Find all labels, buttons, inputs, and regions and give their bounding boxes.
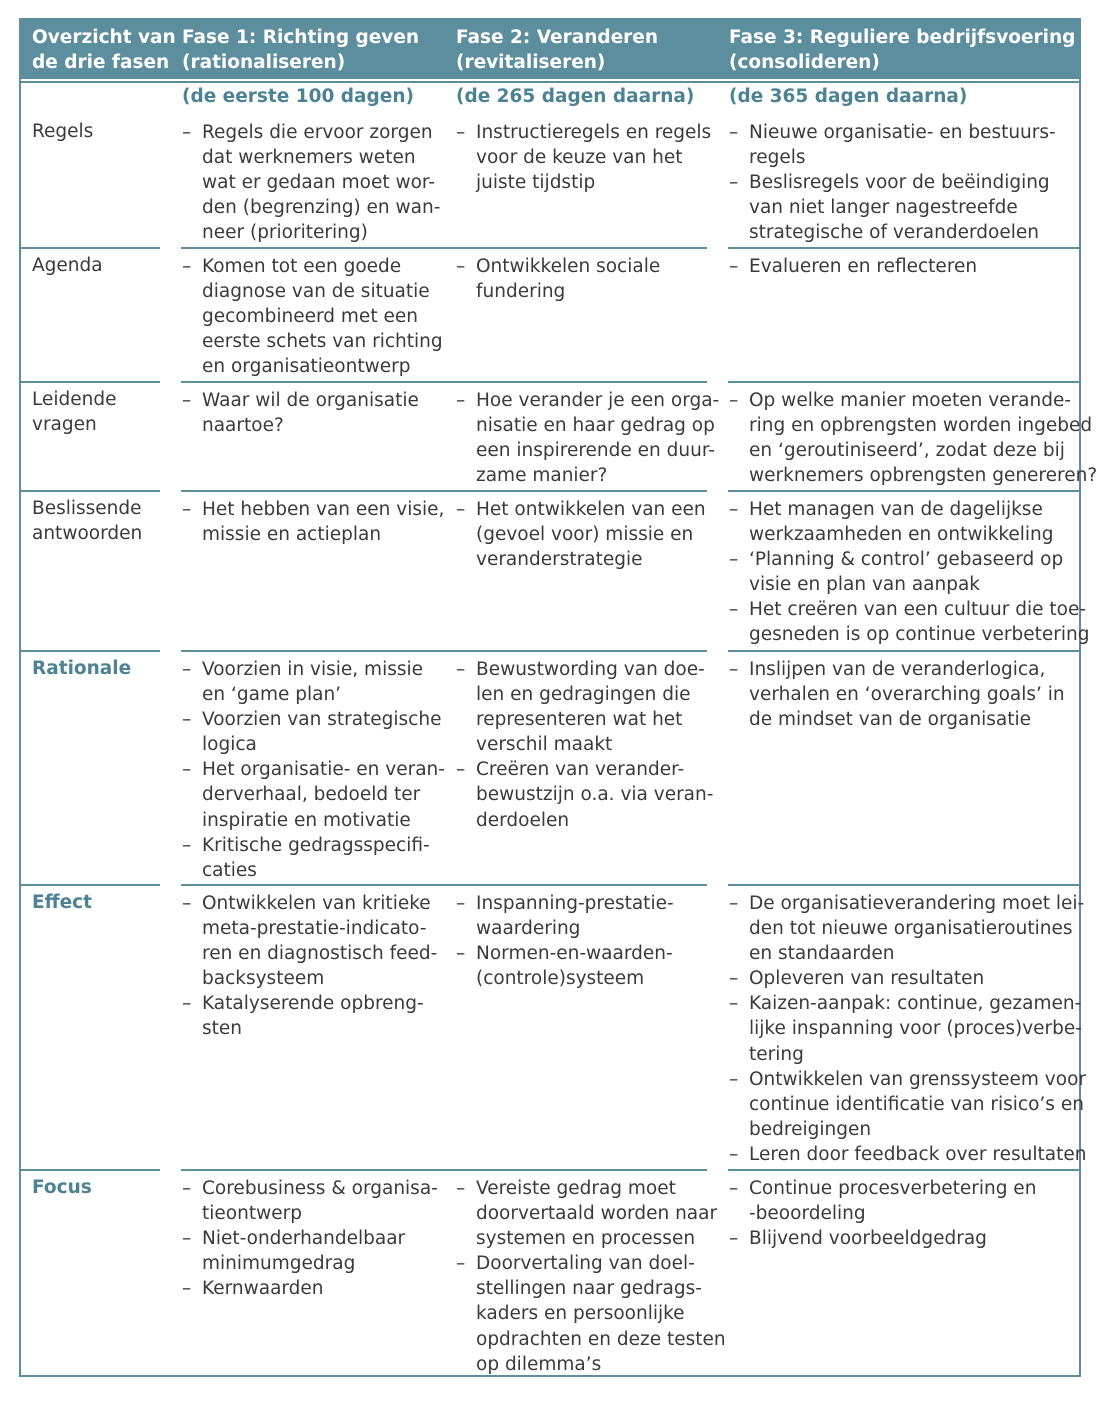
bullet-dash: – <box>456 893 466 914</box>
bullet-dash: – <box>456 499 466 520</box>
bullet-dash: – <box>182 1228 192 1250</box>
item-text: Corebusiness & organisa- tieontwerp <box>202 1178 438 1225</box>
bullet-dash: – <box>182 659 192 680</box>
bullet-dash: – <box>729 893 739 914</box>
table-cell <box>729 254 991 279</box>
bullet-dash: – <box>456 759 466 781</box>
item-text: Kaizen-aanpak: continue, gezamen- lijke inspanning voor (proces)verbe- tering <box>749 993 1082 1065</box>
bullet-dash: – <box>729 122 739 143</box>
header-phase-2: Fase 2: Veranderen (revitaliseren) <box>456 27 659 73</box>
bullet-dash: – <box>182 709 192 731</box>
table-cell <box>456 1176 726 1377</box>
table-cell <box>456 388 718 488</box>
list-item <box>182 891 444 991</box>
table-cell <box>729 497 1090 648</box>
bullet-dash: – <box>456 122 466 143</box>
row-divider <box>455 490 707 492</box>
list-item <box>729 170 1050 245</box>
table-cell <box>182 388 444 438</box>
table-cell <box>456 497 718 572</box>
item-text: Het organisatie- en veran- derverhaal, bedoeld ter inspiratie en motivatie <box>202 759 445 831</box>
item-text: Ontwikkelen sociale fundering <box>476 256 661 303</box>
item-text: De organisatieverandering moet lei- den tot nieuwe organisatieroutines en standaarden <box>749 893 1085 965</box>
table-cell <box>456 891 718 991</box>
item-text: Het hebben van een visie, missie en actieplan <box>202 499 445 546</box>
list-item <box>456 657 718 757</box>
item-text: ‘Planning & control’ gebaseerd op visie en plan van aanpak <box>749 549 1064 596</box>
list-item <box>182 497 444 547</box>
row-divider <box>455 884 707 886</box>
table-cell <box>729 120 1056 245</box>
item-text: Hoe verander je een orga- nisatie en haar gedrag op een inspirerende en duur- zame manier? <box>476 390 720 487</box>
row-label: Rationale <box>32 658 132 679</box>
bullet-dash: – <box>729 599 739 621</box>
table-cell <box>456 254 718 304</box>
list-item <box>456 1176 718 1251</box>
row-divider <box>455 1169 707 1171</box>
item-text: Opleveren van resultaten <box>749 968 985 990</box>
subheader-phase-1: (de eerste 100 dagen) <box>182 86 414 107</box>
bullet-dash: – <box>182 993 192 1015</box>
item-text: Het ontwikkelen van een (gevoel voor) missie en veranderstrategie <box>476 499 706 571</box>
header-phase-3: Fase 3: Reguliere bedrijfsvoering (consolideren) <box>729 27 1076 73</box>
list-item <box>456 120 718 195</box>
list-item <box>182 1226 444 1276</box>
bullet-dash: – <box>456 659 466 680</box>
item-text: Inspanning-prestatie- waardering <box>476 893 674 940</box>
list-item <box>456 757 718 832</box>
row-divider <box>181 381 461 383</box>
row-divider <box>21 884 160 886</box>
bullet-dash: – <box>456 1253 466 1275</box>
list-item <box>729 657 1065 732</box>
item-text: Continue procesverbetering en -beoordeling <box>749 1178 1037 1225</box>
item-text: Leren door feedback over resultaten <box>749 1143 1087 1165</box>
row-label: Focus <box>32 1177 92 1198</box>
list-item <box>182 833 444 883</box>
item-text: Waar wil de organisatie naartoe? <box>202 390 419 437</box>
table-cell <box>182 1176 444 1301</box>
bullet-dash: – <box>182 893 192 914</box>
item-text: Bewustwording van doe- len en gedragingen die representeren wat het verschil maakt <box>476 659 705 756</box>
table-header <box>21 20 1079 79</box>
list-item <box>729 1226 991 1251</box>
bullet-dash: – <box>182 499 192 520</box>
list-item <box>456 254 718 304</box>
table-cell <box>182 657 444 883</box>
bullet-dash: – <box>456 390 466 411</box>
item-text: Normen-en-waarden- (controle)systeem <box>476 943 673 990</box>
bullet-dash: – <box>182 834 192 856</box>
list-item <box>729 388 1098 488</box>
list-item <box>729 1067 1087 1142</box>
bullet-dash: – <box>456 1178 466 1199</box>
list-item <box>729 597 1090 647</box>
item-text: Voorzien van strategische logica <box>202 709 442 756</box>
bullet-dash: – <box>182 256 192 277</box>
bullet-dash: – <box>729 256 739 277</box>
table-cell <box>729 891 1087 1167</box>
list-item <box>729 547 1064 597</box>
table-cell <box>182 497 444 547</box>
row-divider <box>21 490 160 492</box>
row-label: Effect <box>32 892 92 913</box>
list-item <box>182 388 444 438</box>
bullet-dash: – <box>729 390 739 411</box>
bullet-dash: – <box>729 172 739 194</box>
bullet-dash: – <box>729 549 739 571</box>
list-item <box>182 657 444 707</box>
item-text: Katalyserende opbreng- sten <box>202 993 424 1040</box>
item-text: Kernwaarden <box>202 1278 324 1300</box>
bullet-dash: – <box>456 256 466 277</box>
list-item <box>729 1142 1087 1167</box>
item-text: Vereiste gedrag moet doorvertaald worden naar systemen en processen <box>476 1178 718 1250</box>
item-text: Het managen van de dagelijkse werkzaamheden en ontwikkeling <box>749 499 1054 546</box>
list-item <box>456 891 718 941</box>
row-divider <box>181 1169 461 1171</box>
row-divider <box>728 650 1079 652</box>
row-divider <box>181 490 461 492</box>
row-label: Beslissende antwoorden <box>32 498 143 544</box>
list-item <box>729 254 991 279</box>
list-item <box>729 497 1054 547</box>
bullet-dash: – <box>182 390 192 411</box>
bullet-dash: – <box>182 122 192 143</box>
row-divider <box>21 381 160 383</box>
list-item <box>729 120 1056 170</box>
item-text: Regels die ervoor zorgen dat werknemers weten wat er gedaan moet wor- den (begrenzing) en wan- neer (prioritering) <box>202 122 441 244</box>
row-divider <box>181 650 461 652</box>
row-divider <box>455 650 707 652</box>
list-item <box>729 966 991 991</box>
list-item <box>729 1176 1037 1226</box>
bullet-dash: – <box>182 1278 192 1300</box>
header-overview: Overzicht van de drie fasen <box>32 27 176 73</box>
bullet-dash: – <box>456 943 466 965</box>
item-text: Beslisregels voor de beëindiging van niet langer nagestreefde strategische of veranderdoelen <box>749 172 1050 244</box>
subheader-phase-3: (de 365 dagen daarna) <box>729 86 968 107</box>
list-item <box>182 757 444 832</box>
list-item <box>456 497 718 572</box>
row-divider <box>21 1169 160 1171</box>
list-item <box>182 120 444 245</box>
list-item <box>182 254 444 379</box>
subheader-rule <box>21 81 1079 83</box>
phases-table <box>19 18 1098 1377</box>
list-item <box>182 1276 444 1301</box>
row-divider <box>455 247 707 249</box>
item-text: Komen tot een goede diagnose van de situatie gecombineerd met een eerste schets van richting en organisatieontwerp <box>202 256 443 378</box>
list-item <box>182 1176 444 1226</box>
row-divider <box>728 490 1079 492</box>
item-text: Niet-onderhandelbaar minimumgedrag <box>202 1228 406 1275</box>
bullet-dash: – <box>729 659 739 680</box>
bullet-dash: – <box>729 1178 739 1199</box>
bullet-dash: – <box>729 1228 739 1250</box>
item-text: Ontwikkelen van grenssysteem voor continue identificatie van risico’s en bedreigingen <box>749 1068 1087 1140</box>
item-text: Instructieregels en regels voor de keuze van het juiste tijdstip <box>476 122 712 194</box>
bullet-dash: – <box>729 499 739 520</box>
item-text: Doorvertaling van doel- stellingen naar gedrags- kaders en persoonlijke opdrachten en deze testen op dilemma’s <box>476 1253 726 1375</box>
row-divider <box>728 381 1079 383</box>
row-label: Agenda <box>32 255 103 276</box>
table-cell <box>182 120 444 245</box>
row-divider <box>181 247 461 249</box>
row-label: Regels <box>32 121 94 142</box>
item-text: Kritische gedragsspecifi- caties <box>202 834 430 881</box>
table-cell <box>182 254 444 379</box>
list-item <box>182 707 444 757</box>
row-divider <box>21 650 160 652</box>
list-item <box>456 941 718 991</box>
bullet-dash: – <box>182 1178 192 1199</box>
list-item <box>456 388 718 488</box>
list-item <box>182 991 444 1041</box>
item-text: Nieuwe organisatie- en bestuurs- regels <box>749 122 1056 169</box>
table-cell <box>456 657 718 833</box>
table-cell <box>729 1176 1037 1251</box>
item-text: Inslijpen van de veranderlogica, verhalen en ‘overarching goals’ in de mindset van de organisatie <box>749 659 1065 731</box>
row-divider <box>728 247 1079 249</box>
item-text: Het creëren van een cultuur die toe- gesneden is op continue verbetering <box>749 599 1090 646</box>
bullet-dash: – <box>182 759 192 781</box>
item-text: Voorzien in visie, missie en ‘game plan’ <box>202 659 424 706</box>
row-label: Leidende vragen <box>32 389 117 435</box>
list-item <box>729 891 1085 966</box>
table-cell <box>182 891 444 1042</box>
bullet-dash: – <box>729 993 739 1015</box>
list-item <box>456 1251 726 1376</box>
list-item <box>729 991 1082 1066</box>
bullet-dash: – <box>729 968 739 990</box>
table-cell <box>729 388 1098 488</box>
row-divider <box>728 884 1079 886</box>
item-text: Blijvend voorbeeldgedrag <box>749 1228 987 1250</box>
row-divider <box>455 381 707 383</box>
bullet-dash: – <box>729 1068 739 1090</box>
table-cell <box>456 120 718 195</box>
item-text: Evalueren en reflecteren <box>749 256 978 277</box>
row-divider <box>181 884 461 886</box>
row-divider <box>21 247 160 249</box>
item-text: Op welke manier moeten verande- ring en opbrengsten worden ingebed en ‘geroutiniseerd’, zodat deze bij werknemers opbrengsten genereren? <box>749 390 1098 487</box>
header-phase-1: Fase 1: Richting geven (rationaliseren) <box>182 27 420 73</box>
table-cell <box>729 657 1065 732</box>
item-text: Ontwikkelen van kritieke meta-prestatie-indicato- ren en diagnostisch feed- backsysteem <box>202 893 438 990</box>
bullet-dash: – <box>729 1143 739 1165</box>
row-divider <box>728 1169 1079 1171</box>
subheader-phase-2: (de 265 dagen daarna) <box>456 86 695 107</box>
item-text: Creëren van verander- bewustzijn o.a. via veran- derdoelen <box>476 759 714 831</box>
